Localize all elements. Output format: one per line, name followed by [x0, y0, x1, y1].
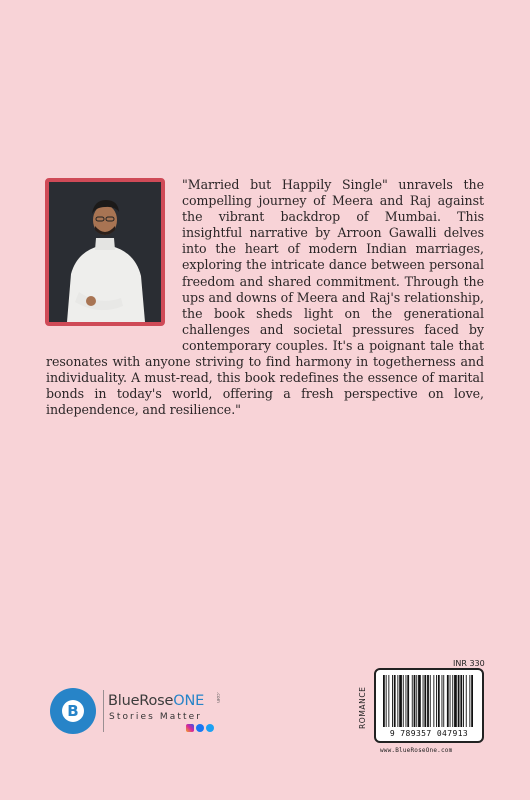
publisher-name-part2: ONE: [173, 693, 205, 709]
facebook-icon: [196, 724, 204, 732]
publisher-tagline: Stories Matter: [109, 712, 203, 722]
barcode-bar: [406, 675, 407, 727]
barcode-bar: [403, 675, 404, 727]
publisher-name-part1: BlueRose: [108, 693, 174, 709]
barcode-bar: [423, 675, 424, 727]
barcode-bar: [442, 675, 443, 727]
barcode-bar: [438, 675, 440, 727]
publisher-logo: [50, 688, 250, 738]
barcode-bar: [412, 675, 413, 727]
publisher-name: [108, 693, 204, 709]
barcode-bar: [416, 675, 417, 727]
price-label: INR 330: [453, 659, 485, 668]
barcode-bar: [424, 675, 426, 727]
barcode-bar: [386, 675, 387, 727]
publisher-dotcom: .com: [215, 692, 220, 704]
twitter-icon: [206, 724, 214, 732]
blurb-text: "Married but Happily Single" unravels the compelling journey of Meera and Raj against the vibrant backdrop of Mumbai. This insightful narrative by Arroon Gawalli delves into the heart of modern Indian marriages, exploring the intricate dance between personal freedom and shared commitment. Through the ups and downs of Meera and Raj's relationship, the book sheds light on the generational challenges and societal pressures faced by contemporary couples. It's a poignant tale that resonates with anyone striving to find harmony in togetherness and individuality. A must-read, this book redefines the essence of marital bonds in today's world, offering a fresh perspective on love, independence, and resilience.": [46, 177, 484, 418]
barcode-bar: [397, 675, 398, 727]
barcode-bar: [454, 675, 457, 727]
instagram-icon: [186, 724, 194, 732]
barcode-bar: [427, 675, 429, 727]
isbn-digits: 9 789357 047913: [389, 729, 469, 738]
barcode-bar: [471, 675, 473, 727]
barcode-bar: [388, 675, 389, 727]
logo-letter: B: [62, 700, 84, 722]
book-blurb: [46, 177, 484, 418]
isbn-barcode: [374, 668, 484, 743]
barcode-bar: [383, 675, 385, 727]
logo-emblem: [50, 688, 96, 734]
barcode-bar: [392, 675, 393, 727]
barcode-bar: [447, 675, 449, 727]
social-icons: [186, 724, 214, 732]
barcode-bar: [466, 675, 467, 727]
logo-divider: [103, 690, 104, 732]
genre-label: ROMANCE: [358, 686, 367, 730]
barcode-bar: [418, 675, 421, 727]
barcode-bar: [414, 675, 416, 727]
barcode-bar: [469, 675, 470, 727]
barcode-bar: [463, 675, 464, 727]
barcode-bar: [407, 675, 409, 727]
barcode-bar: [458, 675, 460, 727]
barcode-bar: [433, 675, 434, 727]
barcode-bar: [399, 675, 402, 727]
barcode-bar: [394, 675, 396, 727]
barcode-bars: [382, 675, 476, 727]
barcode-bar: [452, 675, 453, 727]
barcode-bar: [443, 675, 444, 727]
barcode-bar: [436, 675, 437, 727]
barcode-bar: [450, 675, 451, 727]
barcode-bar: [430, 675, 431, 727]
barcode-bar: [460, 675, 462, 727]
publisher-website: www.BlueRoseOne.com: [380, 747, 453, 754]
